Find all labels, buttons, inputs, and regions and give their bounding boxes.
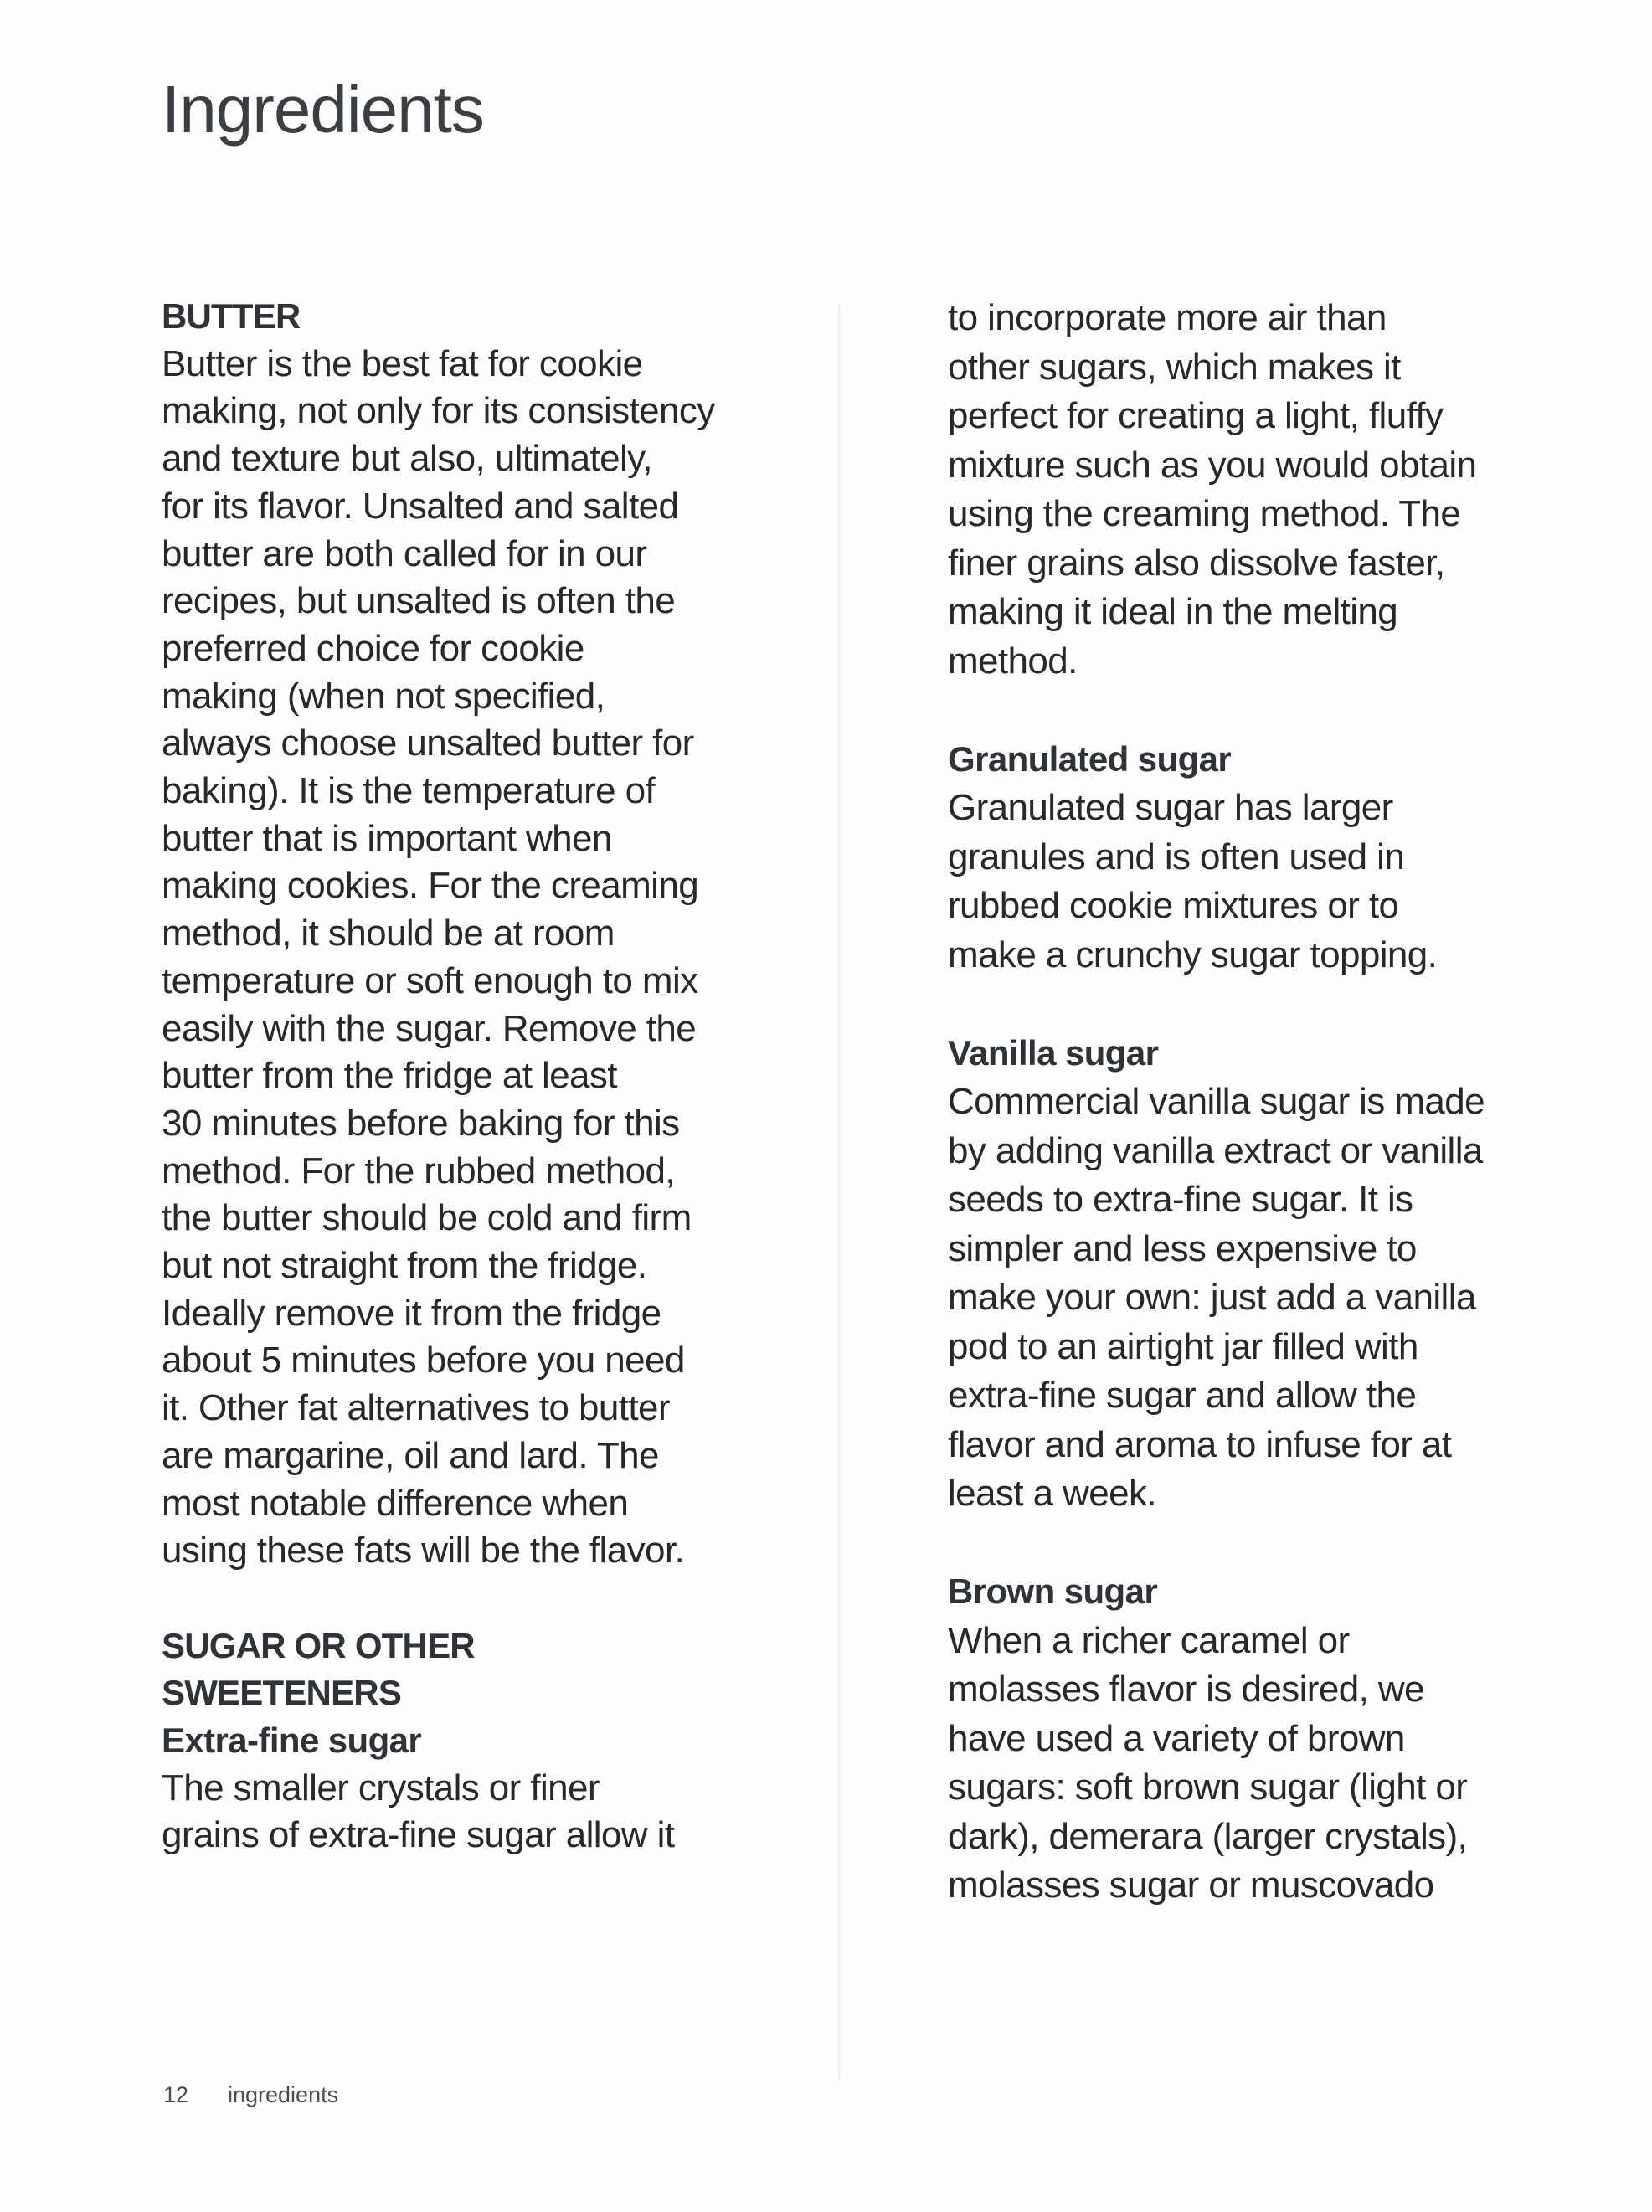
section-heading-sugar: SUGAR OR OTHER: [162, 1625, 475, 1665]
text-line: recipes, but unsalted is often the: [162, 580, 676, 622]
brown-sugar-section: [948, 1567, 1601, 1911]
column-divider: [838, 304, 840, 2081]
sub-heading-granulated-sugar: Granulated sugar: [948, 738, 1232, 779]
left-column: [162, 293, 798, 1860]
paragraph-gap: [948, 686, 1601, 735]
text-line: Ideally remove it from the fridge: [162, 1292, 661, 1334]
sub-heading-vanilla-sugar: Vanilla sugar: [948, 1032, 1159, 1073]
butter-section: [162, 293, 798, 1575]
text-line: making cookies. For the creaming: [162, 865, 699, 907]
footer-section-label: ingredients: [228, 2082, 339, 2107]
text-line: butter from the fridge at least: [162, 1055, 617, 1097]
text-line: baking). It is the temperature of: [162, 770, 656, 812]
text-line: make a crunchy sugar topping.: [948, 934, 1438, 975]
text-line: most notable difference when: [162, 1482, 629, 1524]
text-line: it. Other fat alternatives to butter: [162, 1387, 670, 1429]
text-line: using the creaming method. The: [948, 493, 1461, 534]
text-line: make your own: just add a vanilla: [948, 1277, 1476, 1318]
text-line: easily with the sugar. Remove the: [162, 1007, 697, 1049]
section-heading-sugar-line-2: SWEETENERS: [162, 1673, 402, 1713]
text-line: preferred choice for cookie: [162, 627, 584, 669]
text-line: butter that is important when: [162, 817, 612, 859]
text-line: always choose unsalted butter for: [162, 723, 694, 764]
granulated-sugar-section: [948, 735, 1601, 980]
text-line: method.: [948, 640, 1078, 682]
right-column: [948, 294, 1601, 1911]
text-line: have used a variety of brown: [948, 1717, 1405, 1759]
text-line: molasses flavor is desired, we: [948, 1669, 1424, 1710]
text-line: grains of extra-fine sugar allow it: [162, 1814, 675, 1856]
text-line: 30 minutes before baking for this: [162, 1102, 680, 1144]
text-line: Butter is the best fat for cookie: [162, 342, 643, 384]
text-line: least a week.: [948, 1473, 1157, 1514]
text-line: method. For the rubbed method,: [162, 1150, 676, 1191]
sub-heading-brown-sugar: Brown sugar: [948, 1572, 1158, 1611]
extra-fine-continued-paragraph: [948, 294, 1601, 686]
text-line: for its flavor. Unsalted and salted: [162, 485, 679, 527]
text-line: about 5 minutes before you need: [162, 1340, 685, 1381]
text-line: by adding vanilla extract or vanilla: [948, 1129, 1483, 1171]
text-line: butter are both called for in our: [162, 532, 647, 574]
text-line: other sugars, which makes it: [948, 346, 1401, 388]
text-line: Granulated sugar has larger: [948, 787, 1393, 828]
text-line: Commercial vanilla sugar is made: [948, 1081, 1485, 1122]
text-line: perfect for creating a light, fluffy: [948, 395, 1444, 436]
text-line: flavor and aroma to infuse for at: [948, 1423, 1452, 1465]
sugar-section: [162, 1623, 798, 1860]
text-line: mixture such as you would obtain: [948, 444, 1477, 486]
text-line: When a richer caramel or: [948, 1619, 1350, 1661]
text-line: simpler and less expensive to: [948, 1227, 1417, 1269]
paragraph-gap: [948, 1519, 1601, 1568]
text-line: finer grains also dissolve faster,: [948, 542, 1445, 584]
text-line: dark), demerara (larger crystals),: [948, 1815, 1468, 1857]
text-line: making, not only for its consistency: [162, 390, 715, 432]
text-line: molasses sugar or muscovado: [948, 1865, 1434, 1906]
text-line: temperature or soft enough to mix: [162, 959, 698, 1001]
paragraph-gap: [948, 980, 1601, 1029]
text-line: to incorporate more air than: [948, 297, 1387, 338]
text-line: making it ideal in the melting: [948, 591, 1398, 632]
sub-heading-extra-fine-sugar: Extra-fine sugar: [162, 1721, 422, 1761]
text-line: sugars: soft brown sugar (light or: [948, 1767, 1468, 1808]
text-line: but not straight from the fridge.: [162, 1245, 647, 1287]
text-line: are margarine, oil and lard. The: [162, 1434, 659, 1476]
paragraph-gap: [162, 1575, 798, 1623]
text-line: extra-fine sugar and allow the: [948, 1375, 1417, 1416]
text-line: method, it should be at room: [162, 913, 615, 954]
text-line: pod to an airtight jar filled with: [948, 1325, 1418, 1367]
text-line: and texture but also, ultimately,: [162, 438, 652, 480]
text-line: seeds to extra-fine sugar. It is: [948, 1179, 1413, 1220]
footer-page-number: 12: [163, 2082, 189, 2107]
text-line: making (when not specified,: [162, 675, 605, 717]
text-line: using these fats will be the flavor.: [162, 1530, 685, 1572]
vanilla-sugar-section: [948, 1029, 1601, 1519]
text-line: granules and is often used in: [948, 836, 1405, 877]
text-line: The smaller crystals or finer: [162, 1767, 600, 1808]
text-line: rubbed cookie mixtures or to: [948, 885, 1399, 926]
page-title: Ingredients: [162, 72, 484, 147]
text-line: the butter should be cold and firm: [162, 1197, 692, 1239]
butter-paragraph: [162, 341, 798, 1575]
section-heading-butter: BUTTER: [162, 296, 301, 336]
